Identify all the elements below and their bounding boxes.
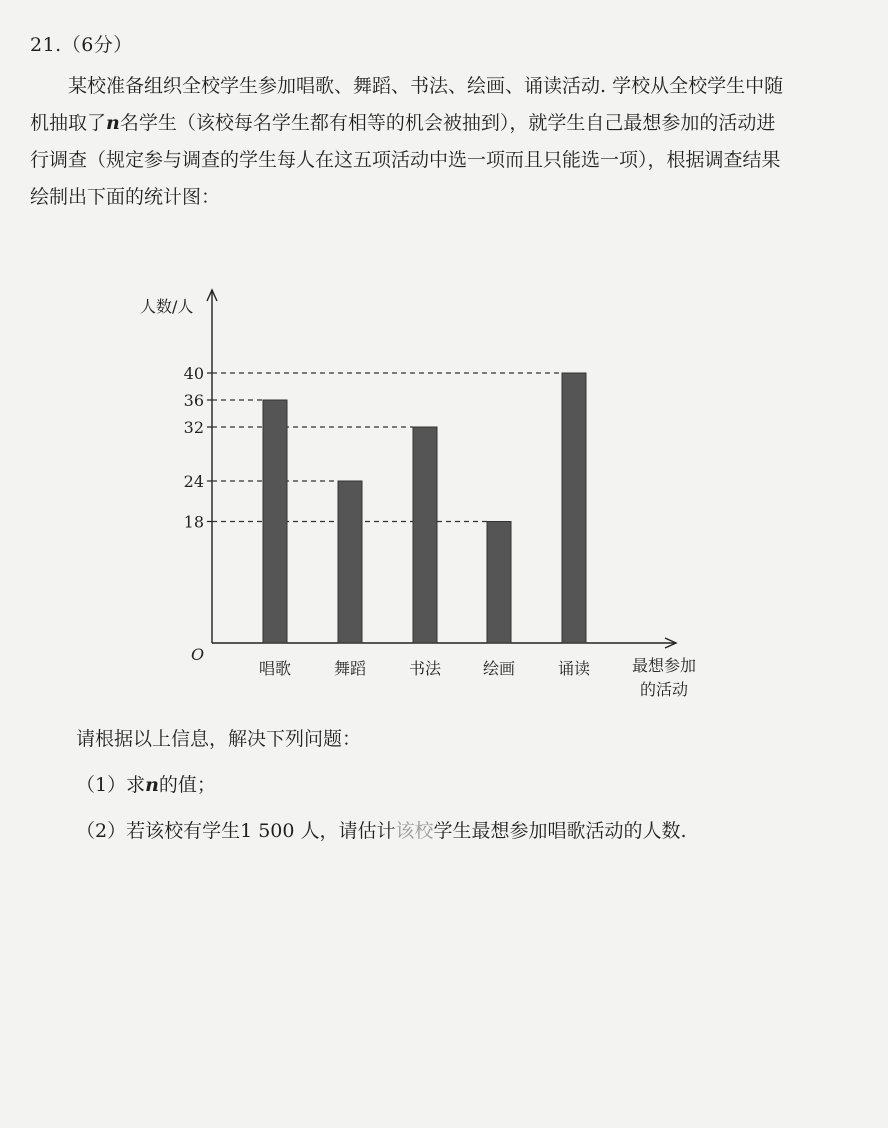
bar-3 bbox=[413, 427, 437, 643]
origin-label: O bbox=[191, 645, 205, 664]
sub-question-1 bbox=[76, 770, 216, 797]
y-axis-label: 人数/人 bbox=[140, 297, 194, 316]
bar-4 bbox=[487, 522, 511, 644]
paragraph-line-1: 某校准备组织全校学生参加唱歌、舞蹈、书法、绘画、诵读活动. 学校从全校学生中随 bbox=[68, 75, 784, 97]
q2-faded-text: 该校 bbox=[395, 820, 434, 842]
category-label: 书法 bbox=[408, 659, 442, 678]
paragraph-line-4: 绘制出下面的统计图： bbox=[30, 186, 221, 208]
y-tick-label: 18 bbox=[183, 512, 204, 532]
q1-prefix: （1）求 bbox=[76, 774, 146, 796]
category-label: 诵读 bbox=[557, 659, 591, 678]
sub-question-2 bbox=[76, 816, 687, 843]
y-tick-label: 24 bbox=[183, 472, 204, 491]
q1-suffix: 的值； bbox=[158, 774, 216, 796]
bar-2 bbox=[338, 481, 362, 643]
category-label: 舞蹈 bbox=[333, 659, 367, 678]
bar-5 bbox=[562, 373, 586, 643]
paragraph-line-2 bbox=[30, 105, 860, 142]
y-axis-arrow bbox=[207, 290, 217, 301]
category-label: 绘画 bbox=[482, 659, 516, 678]
x-axis-label-line: 的活动 bbox=[639, 680, 689, 699]
instruction-text: 请根据以上信息，解决下列问题： bbox=[76, 728, 362, 750]
question-paragraph bbox=[30, 68, 860, 216]
variable-n: n bbox=[106, 112, 120, 134]
category-label: 唱歌 bbox=[258, 659, 292, 678]
y-tick-label: 32 bbox=[183, 418, 204, 437]
question-number: 21.（6分） bbox=[30, 34, 133, 56]
q1-variable: n bbox=[145, 774, 159, 796]
q2-suffix: 学生最想参加唱歌活动的人数. bbox=[433, 820, 687, 842]
x-axis-label-line: 最想参加 bbox=[631, 656, 697, 675]
paragraph-line-3: 行调查（规定参与调查的学生每人在这五项活动中选一项而且只能选一项），根据调查结果 bbox=[30, 149, 781, 171]
x-axis-arrow bbox=[665, 638, 676, 648]
line2-rest: 名学生（该校每名学生都有相等的机会被抽到），就学生自己最想参加的活动进 bbox=[119, 112, 776, 134]
line2-prefix: 机抽取了 bbox=[30, 112, 107, 134]
y-tick-label: 36 bbox=[183, 391, 204, 410]
y-tick-label: 40 bbox=[183, 364, 204, 383]
bar-1 bbox=[263, 400, 287, 643]
q2-prefix: （2）若该校有学生1 500 人，请估计 bbox=[76, 820, 396, 842]
